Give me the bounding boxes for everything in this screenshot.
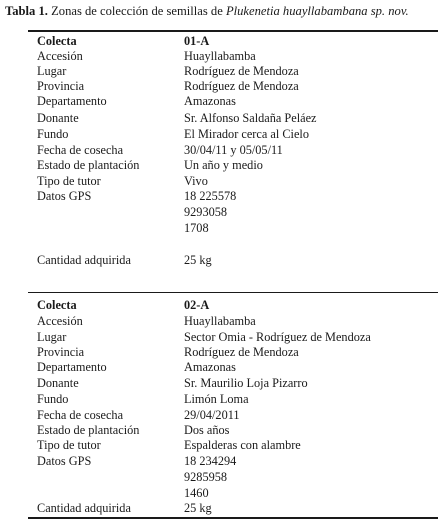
field-label: Fecha de cosecha [37,143,124,157]
field-label: Donante [37,111,79,125]
table-row [0,221,446,236]
table-row [0,174,446,189]
field-value: Dos años [184,423,230,437]
table-row [0,111,446,126]
field-label: Lugar [37,64,67,78]
field-label: Cantidad adquirida [37,501,131,515]
field-value: Rodríguez de Mendoza [184,345,299,359]
table-row [0,345,446,360]
field-label: Donante [37,376,79,390]
species-name: Plukenetia huayllabambana sp. nov. [225,4,409,18]
field-label: Estado de plantación [37,158,140,172]
table-caption [5,4,445,19]
table-row [0,49,446,64]
field-value: Huayllabamba [184,314,256,328]
field-value: Sr. Alfonso Saldaña Peláez [184,111,317,125]
field-value: Rodríguez de Mendoza [184,79,299,93]
table-row [0,330,446,345]
table-row [0,189,446,204]
table-row [0,423,446,438]
field-label: Provincia [37,79,85,93]
field-label: Provincia [37,345,85,359]
table-row [0,79,446,94]
field-label: Datos GPS [37,189,92,203]
field-label: Tipo de tutor [37,174,101,188]
field-label: Datos GPS [37,454,92,468]
field-value: 30/04/11 y 05/05/11 [184,143,283,157]
field-value: 18 225578 [184,189,237,203]
table-row [0,392,446,407]
field-label: Accesión [37,314,83,328]
table-row [0,253,446,268]
field-value: 1708 [184,221,209,235]
record-separator-rule [28,292,438,293]
field-label: Fundo [37,392,69,406]
table-row [0,205,446,220]
field-value: 25 kg [184,253,212,267]
table-row [0,408,446,423]
field-value: Vivo [184,174,208,188]
record-header-row [0,34,446,49]
table-number: Tabla 1. [5,4,48,18]
field-value: Amazonas [184,94,236,108]
field-value: 9285958 [184,470,228,484]
table-row [0,470,446,485]
table-top-rule [28,30,438,32]
field-value: El Mirador cerca al Cielo [184,127,309,141]
caption-text: Zonas de colección de semillas de [47,4,226,18]
field-value: Rodríguez de Mendoza [184,64,299,78]
table-row [0,127,446,142]
table-row [0,314,446,329]
field-label: Tipo de tutor [37,438,101,452]
field-label: Cantidad adquirida [37,253,131,267]
field-value: 25 kg [184,501,212,515]
field-value: 29/04/2011 [184,408,240,422]
field-label: Colecta [37,298,77,312]
table-row [0,486,446,501]
field-value: Un año y medio [184,158,263,172]
field-label: Fecha de cosecha [37,408,124,422]
field-value: Amazonas [184,360,236,374]
field-value: Limón Loma [184,392,249,406]
table-row [0,143,446,158]
field-value: 01-A [184,34,210,48]
table-row [0,438,446,453]
field-label: Accesión [37,49,83,63]
field-label: Colecta [37,34,77,48]
field-value: 9293058 [184,205,228,219]
field-value: 02-A [184,298,210,312]
field-label: Estado de plantación [37,423,140,437]
table-row [0,360,446,375]
field-value: Sr. Maurilio Loja Pizarro [184,376,308,390]
table-row [0,64,446,79]
table-row [0,501,446,516]
field-value: Espalderas con alambre [184,438,301,452]
record-header-row [0,298,446,313]
table-row [0,454,446,469]
field-label: Departamento [37,94,107,108]
field-label: Lugar [37,330,67,344]
table-row [0,158,446,173]
field-label: Departamento [37,360,107,374]
field-label: Fundo [37,127,69,141]
field-value: 18 234294 [184,454,237,468]
table-bottom-rule [28,517,438,519]
field-value: Huayllabamba [184,49,256,63]
table-row [0,376,446,391]
field-value: 1460 [184,486,209,500]
table-row [0,94,446,109]
field-value: Sector Omia - Rodríguez de Mendoza [184,330,371,344]
